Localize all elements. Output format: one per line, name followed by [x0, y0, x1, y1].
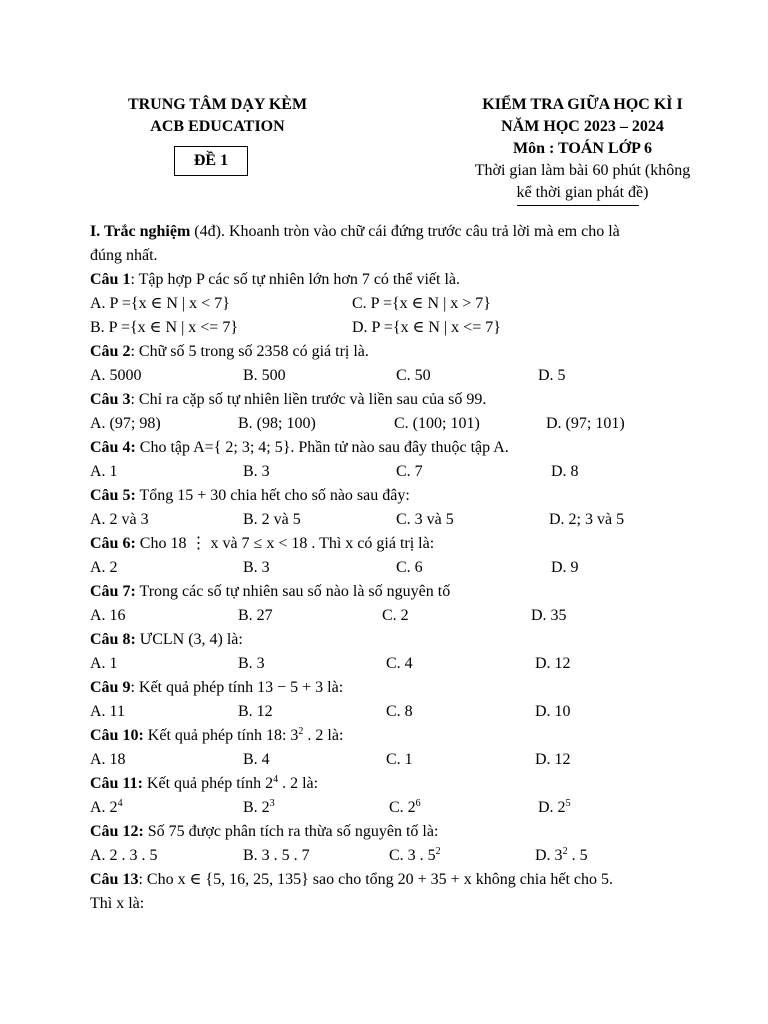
question-label: Câu 2 — [90, 343, 131, 360]
question-13-cont: Thì x là: — [90, 895, 145, 912]
time-limit-line1: Thời gian làm bài 60 phút (không — [474, 162, 691, 179]
option-d: D. (97; 101) — [546, 415, 625, 432]
option-a: A. 1 — [90, 463, 118, 480]
option-b: B. P ={x ∈ N | x <= 7} — [90, 319, 239, 336]
option-b: B. 4 — [243, 751, 270, 768]
option-base: C. 2 — [389, 799, 416, 816]
exponent: 2 — [435, 846, 441, 857]
question-13 — [90, 870, 613, 890]
exam-header — [440, 94, 725, 204]
exponent: 4 — [117, 798, 123, 809]
option-a: A. 5000 — [90, 367, 142, 384]
question-label: Câu 11: — [90, 775, 143, 792]
section-instructions-cont: đúng nhất. — [90, 247, 158, 264]
option-b — [243, 798, 275, 818]
option-c: C. P ={x ∈ N | x > 7} — [352, 295, 491, 312]
option-c: C. 1 — [386, 751, 413, 768]
question-label: Câu 5: — [90, 487, 136, 504]
question-label: Câu 6: — [90, 535, 136, 552]
question-6 — [90, 534, 434, 554]
section-title-line — [90, 222, 620, 242]
option-c: C. 2 — [382, 607, 409, 624]
option-b: B. 3 — [238, 655, 265, 672]
question-12 — [90, 822, 438, 842]
section-instructions: (4đ). Khoanh tròn vào chữ cái đứng trước câu trả lời mà em cho là — [190, 223, 620, 240]
option-a: A. 18 — [90, 751, 126, 768]
option-a: A. 1 — [90, 655, 118, 672]
question-text: : Cho x ∈ {5, 16, 25, 135} sao cho tổng 20 + 35 + x không chia hết cho 5. — [138, 871, 613, 888]
option-b: B. 3 — [243, 463, 270, 480]
option-a: A. (97; 98) — [90, 415, 161, 432]
option-c — [389, 846, 441, 866]
question-text: : Kết quả phép tính 13 − 5 + 3 là: — [130, 679, 344, 696]
exam-code-box — [174, 146, 248, 176]
school-header — [95, 94, 340, 138]
exponent: 5 — [565, 798, 571, 809]
option-b: B. 3 . 5 . 7 — [243, 847, 310, 864]
option-d: D. 9 — [551, 559, 579, 576]
question-label: Câu 9 — [90, 679, 131, 696]
question-7 — [90, 582, 450, 602]
question-text-end: . 2 là: — [303, 727, 344, 744]
question-4 — [90, 438, 509, 458]
school-year: NĂM HỌC 2023 – 2024 — [501, 118, 664, 135]
option-a: A. P ={x ∈ N | x < 7} — [90, 295, 230, 312]
question-text-end: . 2 là: — [278, 775, 319, 792]
exponent: 2 — [298, 726, 304, 737]
exam-code: ĐỀ 1 — [193, 152, 229, 169]
school-subname: ACB EDUCATION — [150, 118, 285, 135]
option-b: B. 27 — [238, 607, 273, 624]
option-a: A. 2 và 3 — [90, 511, 149, 528]
question-text: Kết quả phép tính 2 — [142, 775, 274, 792]
question-text: : Chữ số 5 trong số 2358 có giá trị là. — [130, 343, 369, 360]
question-text: ƯCLN (3, 4) là: — [135, 631, 243, 648]
option-d — [538, 798, 571, 818]
option-d — [535, 846, 588, 866]
option-d: D. 12 — [535, 751, 571, 768]
option-d: D. 35 — [531, 607, 567, 624]
option-c: C. 8 — [386, 703, 413, 720]
exponent: 2 — [562, 846, 568, 857]
option-a: A. 11 — [90, 703, 125, 720]
question-text: Tổng 15 + 30 chia hết cho số nào sau đây: — [135, 487, 410, 504]
subject: Môn : TOÁN LỚP 6 — [513, 140, 652, 157]
question-3 — [90, 390, 486, 410]
option-c: C. 6 — [396, 559, 423, 576]
question-10 — [90, 726, 343, 746]
option-c: C. 50 — [396, 367, 431, 384]
option-base: D. 2 — [538, 799, 566, 816]
option-end: . 5 — [567, 847, 588, 864]
option-c: C. 3 và 5 — [396, 511, 454, 528]
option-c: C. 4 — [386, 655, 413, 672]
option-b: B. 500 — [243, 367, 286, 384]
option-d: D. P ={x ∈ N | x <= 7} — [352, 319, 501, 336]
question-8 — [90, 630, 243, 650]
question-label: Câu 7: — [90, 583, 136, 600]
question-1 — [90, 270, 460, 290]
question-text: Cho 18 ⋮ x và 7 ≤ x < 18 . Thì x có giá trị là: — [135, 535, 435, 552]
option-c — [389, 798, 421, 818]
question-11 — [90, 774, 318, 794]
option-a: A. 2 — [90, 559, 118, 576]
question-label: Câu 10: — [90, 727, 144, 744]
exponent: 4 — [273, 774, 279, 785]
question-label: Câu 1 — [90, 271, 131, 288]
question-label: Câu 3 — [90, 391, 131, 408]
question-label: Câu 13 — [90, 871, 139, 888]
option-base: C. 3 . 5 — [389, 847, 436, 864]
header-rule — [517, 205, 639, 206]
question-text: Kết quả phép tính 18: 3 — [143, 727, 299, 744]
exponent: 6 — [415, 798, 421, 809]
time-limit-line2: kể thời gian phát đề) — [516, 184, 649, 201]
option-b: B. (98; 100) — [238, 415, 316, 432]
option-d: D. 2; 3 và 5 — [549, 511, 625, 528]
option-base: B. 2 — [243, 799, 270, 816]
option-b: B. 12 — [238, 703, 273, 720]
question-9 — [90, 678, 343, 698]
option-b: B. 2 và 5 — [243, 511, 301, 528]
question-label: Câu 8: — [90, 631, 136, 648]
exponent: 3 — [269, 798, 275, 809]
option-b: B. 3 — [243, 559, 270, 576]
option-d: D. 8 — [551, 463, 579, 480]
question-text: : Chỉ ra cặp số tự nhiên liền trước và liền sau của số 99. — [130, 391, 487, 408]
exam-title: KIỂM TRA GIỮA HỌC KÌ I — [482, 96, 683, 113]
option-a: A. 2 . 3 . 5 — [90, 847, 158, 864]
question-2 — [90, 342, 369, 362]
option-base: D. 3 — [535, 847, 563, 864]
option-d: D. 5 — [538, 367, 566, 384]
question-text: Trong các số tự nhiên sau số nào là số nguyên tố — [135, 583, 451, 600]
option-a: A. 16 — [90, 607, 126, 624]
question-label: Câu 4: — [90, 439, 136, 456]
question-text: : Tập hợp P các số tự nhiên lớn hơn 7 có thể viết là. — [130, 271, 460, 288]
option-a — [90, 798, 123, 818]
question-5 — [90, 486, 410, 506]
question-label: Câu 12: — [90, 823, 144, 840]
section-title: I. Trắc nghiệm — [90, 223, 191, 240]
question-text: Số 75 được phân tích ra thừa số nguyên tố là: — [143, 823, 439, 840]
option-c: C. (100; 101) — [394, 415, 480, 432]
option-d: D. 12 — [535, 655, 571, 672]
option-d: D. 10 — [535, 703, 571, 720]
option-c: C. 7 — [396, 463, 423, 480]
question-text: Cho tập A={ 2; 3; 4; 5}. Phần tử nào sau đây thuộc tập A. — [135, 439, 509, 456]
option-base: A. 2 — [90, 799, 118, 816]
school-name: TRUNG TÂM DẠY KÈM — [127, 96, 308, 113]
